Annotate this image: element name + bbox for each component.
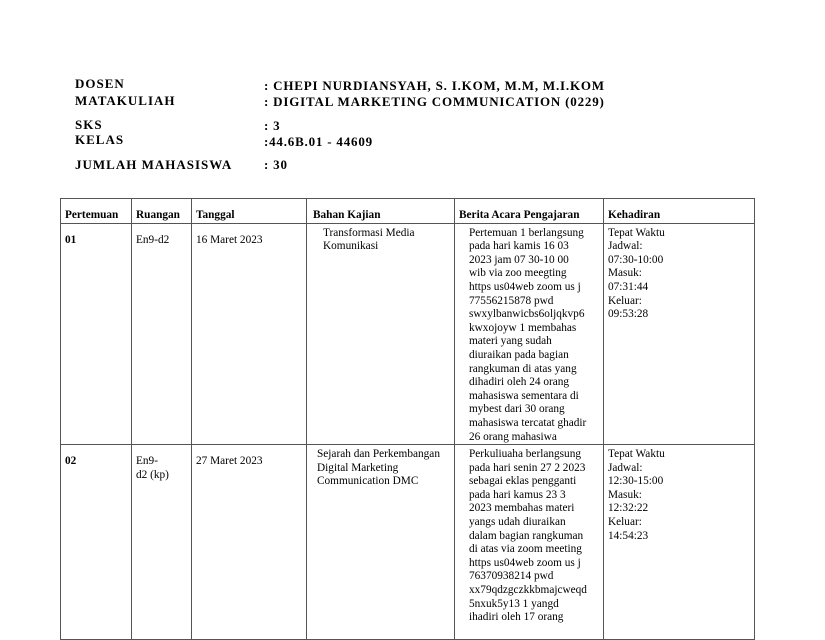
berita-line: 5nxuk5y13 1 yangd [469, 597, 559, 610]
kehadiran-line: 09:53:28 [608, 308, 649, 321]
kehadiran-line: Jadwal: [608, 240, 643, 253]
cell-bahan-kajian [307, 223, 455, 445]
berita-line: 77556215878 pwd [469, 294, 554, 307]
header-kelas-value: :44.6B.01 - 44609 [264, 134, 373, 149]
header-dosen-label: DOSEN [75, 76, 125, 91]
berita-line: Pertemuan 1 berlangsung [469, 226, 584, 239]
kehadiran-line: Tepat Waktu [608, 448, 665, 461]
kehadiran-line: 12:30-15:00 [608, 475, 664, 488]
cell-berita-acara [455, 223, 604, 445]
header-jumlah-label: JUMLAH MAHASISWA [75, 157, 233, 172]
berita-line: https us04web zoom us j [469, 280, 581, 293]
col-header-bahan-kajian: Bahan Kajian [307, 199, 455, 224]
cell-tanggal: 16 Maret 2023 [192, 223, 307, 445]
bahan-line: Komunikasi [323, 240, 379, 253]
cell-pertemuan: 02 [61, 445, 132, 640]
cell-pertemuan: 01 [61, 223, 132, 445]
berita-line: mahasiswa sementara di [469, 389, 579, 402]
cell-tanggal: 27 Maret 2023 [192, 445, 307, 640]
bahan-line: Transformasi Media [323, 226, 415, 239]
col-header-berita-acara: Berita Acara Pengajaran [455, 199, 604, 224]
berita-line: swxylbanwicbs6oljqkvp6 [469, 308, 585, 321]
kehadiran-line: Keluar: [608, 516, 642, 529]
berita-line: materi yang sudah [469, 335, 552, 348]
table-row [61, 223, 755, 445]
berita-line: 2023 membahas materi [469, 502, 575, 515]
cell-berita-acara [455, 445, 604, 640]
cell-kehadiran [604, 223, 755, 445]
header-sks-label: SKS [75, 117, 103, 132]
berita-line: pada hari kamus 23 3 [469, 488, 566, 501]
kehadiran-line: 07:30-10:00 [608, 253, 664, 266]
cell-bahan-kajian [307, 445, 455, 640]
kehadiran-line: Tepat Waktu [608, 226, 665, 239]
berita-line: yangs udah diuraikan [469, 516, 566, 529]
kehadiran-line: 14:54:23 [608, 529, 649, 542]
col-header-tanggal: Tanggal [192, 199, 307, 224]
cell-ruangan [132, 445, 192, 640]
cell-ruangan: En9-d2 [132, 223, 192, 445]
berita-line: dalam bagian rangkuman [469, 529, 584, 542]
kehadiran-line: Keluar: [608, 294, 642, 307]
header-sks-value: : 3 [264, 118, 281, 133]
berita-line: 26 orang mahasiwa [469, 430, 557, 443]
berita-line: rangkuman di atas yang [469, 362, 577, 375]
kehadiran-line: Masuk: [608, 488, 642, 501]
berita-line: 2023 jam 07 30-10 00 [469, 253, 569, 266]
berita-line: pada hari senin 27 2 2023 [469, 461, 586, 474]
berita-line: ihadiri oleh 17 orang [469, 611, 564, 624]
kehadiran-line: 07:31:44 [608, 280, 649, 293]
berita-line: mybest dari 30 orang [469, 403, 565, 416]
berita-line: dihadiri oleh 24 orang [469, 376, 570, 389]
kehadiran-line: Jadwal: [608, 461, 643, 474]
kehadiran-line: 12:32:22 [608, 502, 649, 515]
berita-line: https us04web zoom us j [469, 556, 581, 569]
bahan-line: Digital Marketing [317, 461, 399, 474]
berita-line: xx79qdzgczkkbmajcweqd [469, 584, 587, 597]
berita-line: di atas via zoom meeting [469, 543, 582, 556]
berita-line: diuraikan pada bagian [469, 348, 569, 361]
header-matakuliah-label: MATAKULIAH [75, 93, 176, 108]
bahan-line: Communication DMC [317, 475, 419, 488]
attendance-table [60, 198, 755, 640]
ruangan-line: d2 (kp) [136, 468, 169, 481]
table-row [61, 445, 755, 640]
col-header-pertemuan: Pertemuan [61, 199, 132, 224]
berita-line: 76370938214 pwd [469, 570, 554, 583]
table-header-row [61, 199, 755, 224]
col-header-ruangan: Ruangan [132, 199, 192, 224]
kehadiran-line: Masuk: [608, 267, 642, 280]
berita-line: sebagai eklas pengganti [469, 475, 577, 488]
berita-line: kwxojoyw 1 membahas [469, 321, 577, 334]
ruangan-line: En9- [136, 455, 158, 468]
bahan-line: Sejarah dan Perkembangan [317, 448, 440, 461]
berita-line: pada hari kamis 16 03 [469, 240, 569, 253]
col-header-kehadiran: Kehadiran [604, 199, 755, 224]
berita-line: wib via zoo meegting [469, 267, 567, 280]
berita-line: Perkuliuaha berlangsung [469, 448, 581, 461]
berita-line: mahasiswa tercatat ghadir [469, 416, 587, 429]
header-matakuliah-value: : DIGITAL MARKETING COMMUNICATION (0229) [264, 94, 605, 109]
header-dosen-value: : CHEPI NURDIANSYAH, S. I.KOM, M.M, M.I.KOM [264, 78, 605, 93]
header-kelas-label: KELAS [75, 132, 125, 147]
cell-kehadiran [604, 445, 755, 640]
header-jumlah-value: : 30 [264, 157, 288, 172]
